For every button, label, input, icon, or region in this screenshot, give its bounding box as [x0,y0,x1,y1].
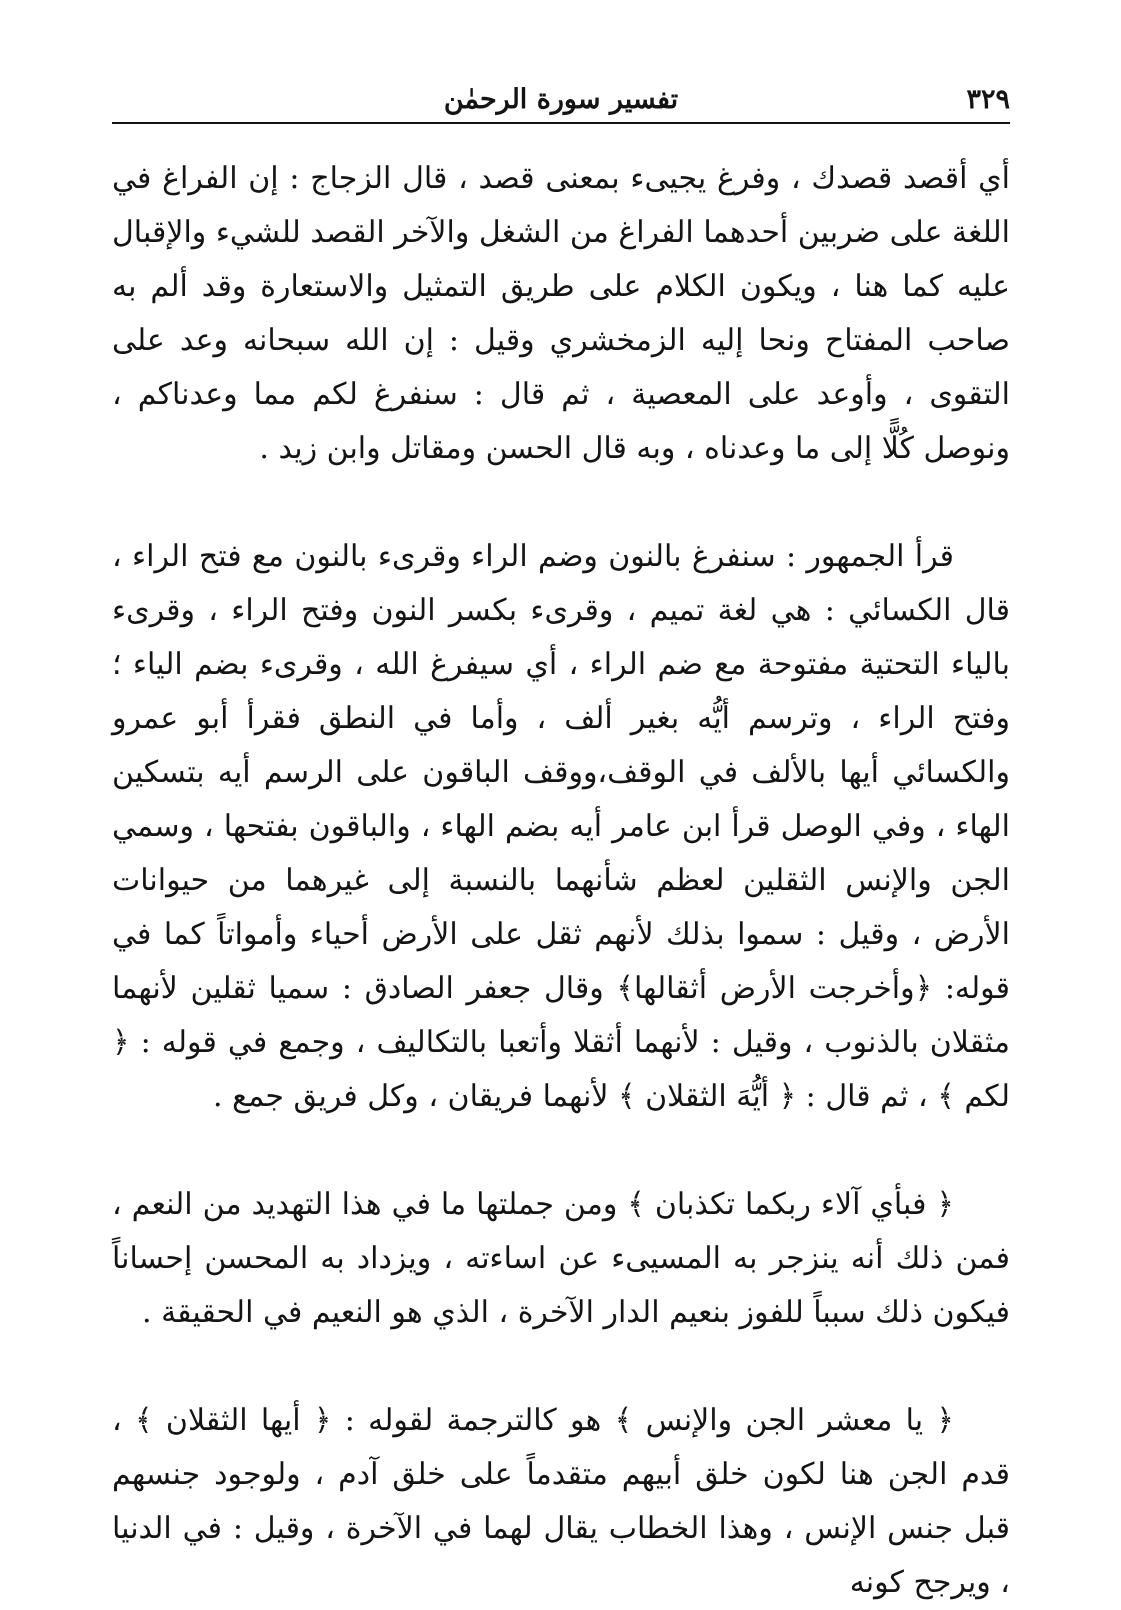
body-text [112,152,1010,1610]
page-number: ٣٢٩ [966,84,1010,115]
paragraph-2: قرأ الجمهور : سنفرغ بالنون وضم الراء وقرىء بالنون مع فتح الراء ، قال الكسائي : هي لغة تميم ، وقرىء بكسر النون وفتح الراء ، وقرىء بالياء التحتية مفتوحة مع ضم الراء ، أي سيفرغ الله ، وقرىء بضم الياء ؛ وفتح الراء ، وترسم أيُّه بغير ألف ، وأما في النطق فقرأ أبو عمرو والكسائي أيها بالألف في الوقف،ووقف الباقون على الرسم أيه بتسكين الهاء ، وفي الوصل قرأ ابن عامر أيه بضم الهاء ، والباقون بفتحها ، وسمي الجن والإنس الثقلين لعظم شأنهما بالنسبة إلى غيرهما من حيوانات الأرض ، وقيل : سموا بذلك لأنهم ثقل على الأرض أحياء وأمواتاً كما في قوله: ﴿وأخرجت الأرض أثقالها﴾ وقال جعفر الصادق : سميا ثقلين لأنهما مثقلان بالذنوب ، وقيل : لأنهما أثقلا وأتعبا بالتكاليف ، وجمع في قوله : ﴿ لكم ﴾ ، ثم قال : ﴿ أيُّهَ الثقلان ﴾ لأنهما فريقان ، وكل فريق جمع . [112,539,1010,1114]
running-header [112,80,1010,124]
paragraph-3: ﴿ فبأي آلاء ربكما تكذبان ﴾ ومن جملتها ما في هذا التهديد من النعم ، فمن ذلك أنه ينزجر به المسيىء عن اساءته ، ويزداد به المحسن إحساناً فيكون ذلك سبباً للفوز بنعيم الدار الآخرة ، الذي هو النعيم في الحقيقة . [112,1187,1010,1330]
paragraph-1: أي أقصد قصدك ، وفرغ يجيىء بمعنى قصد ، قال الزجاج : إن الفراغ في اللغة على ضربين أحدهما الفراغ من الشغل والآخر القصد للشيء والإقبال عليه كما هنا ، ويكون الكلام على طريق التمثيل والاستعارة وقد ألم به صاحب المفتاح ونحا إليه الزمخشري وقيل : إن الله سبحانه وعد على التقوى ، وأوعد على المعصية ، ثم قال : سنفرغ لكم مما وعدناكم ، ونوصل كُلًّا إلى ما وعدناه ، وبه قال الحسن ومقاتل وابن زيد . [112,161,1010,466]
paragraph-4: ﴿ يا معشر الجن والإنس ﴾ هو كالترجمة لقوله : ﴿ أيها الثقلان ﴾ ، قدم الجن هنا لكون خلق أبيهم متقدماً على خلق آدم ، ولوجود جنسهم قبل جنس الإنس ، وهذا الخطاب يقال لهما في الآخرة ، وقيل : في الدنيا ، ويرجح كونه [112,1403,1010,1600]
header-rule [112,122,1010,124]
header-title: تفسير سورة الرحمٰن [443,84,679,115]
